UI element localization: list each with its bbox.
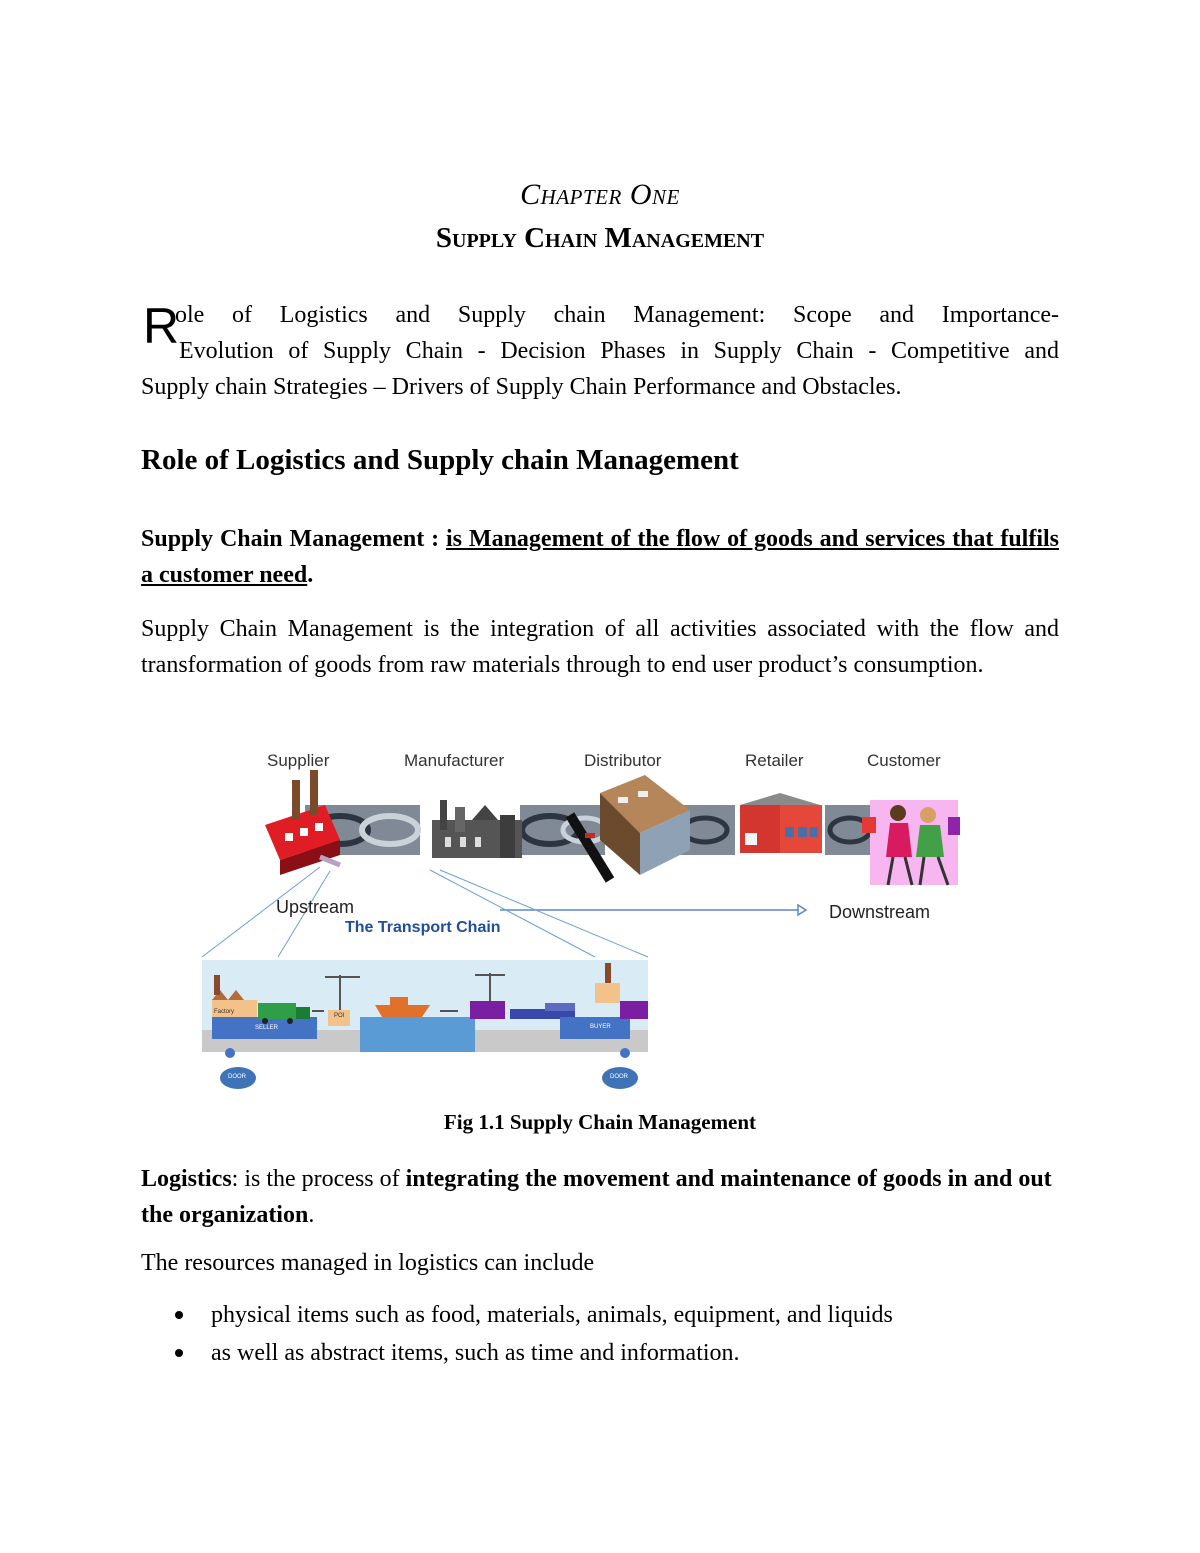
stage-label-distributor: Distributor bbox=[584, 751, 662, 770]
chapter-label: Chapter One bbox=[520, 178, 680, 211]
chapter-title: Supply Chain Management bbox=[435, 222, 765, 254]
list-item-text: as well as abstract items, such as time and information. bbox=[211, 1340, 740, 1366]
figure-caption: Fig 1.1 Supply Chain Management bbox=[443, 1110, 757, 1134]
logistics-end: . bbox=[308, 1202, 315, 1228]
door-label-left: DOOR bbox=[228, 1074, 246, 1080]
logistics-definition bbox=[141, 1161, 1059, 1233]
resources-intro: The resources managed in logistics can include bbox=[141, 1250, 595, 1276]
stage-label-retailer: Retailer bbox=[745, 751, 804, 770]
stage-label-manufacturer: Manufacturer bbox=[404, 751, 505, 770]
supplier-factory-icon bbox=[265, 770, 340, 875]
retailer-store-icon bbox=[740, 793, 822, 853]
logistics-bold-text: integrating the movement and maintenance of goods in and out the organization bbox=[141, 1166, 1052, 1228]
scm-definition-text: is Management of the flow of goods and services that fulfils a customer need bbox=[141, 526, 1060, 588]
manufacturer-plant-icon bbox=[432, 800, 522, 858]
list-item-text: physical items such as food, materials, animals, equipment, and liquids bbox=[211, 1302, 893, 1328]
supply-chain-diagram bbox=[200, 745, 980, 1105]
intro-line-2: Evolution of Supply Chain - Decision Phases in Supply Chain - Competitive and bbox=[179, 338, 1059, 364]
scm-definition-end: . bbox=[307, 562, 314, 588]
section-heading: Role of Logistics and Supply chain Management bbox=[141, 444, 739, 476]
scm-paragraph: Supply Chain Management is the integration of all activities associated with the flow and transformation of goods from raw materials through to end user product’s consumption. bbox=[141, 616, 1059, 678]
transport-chain-label: The Transport Chain bbox=[345, 919, 501, 936]
list-item bbox=[141, 1296, 893, 1334]
logistics-term: Logistics bbox=[141, 1166, 232, 1192]
scm-definition bbox=[141, 521, 1059, 593]
supply-chain-figure bbox=[200, 745, 980, 1105]
factory-label: Factory bbox=[214, 1009, 235, 1015]
buyer-label: BUYER bbox=[590, 1024, 611, 1030]
downstream-label: Downstream bbox=[829, 902, 931, 922]
stage-label-supplier: Supplier bbox=[267, 751, 330, 770]
poi-label: POI bbox=[334, 1013, 345, 1019]
scm-separator: : bbox=[424, 526, 447, 552]
list-item bbox=[141, 1334, 893, 1372]
bullet-icon bbox=[175, 1349, 183, 1357]
zoom-line-right-inner bbox=[430, 870, 595, 957]
upstream-label: Upstream bbox=[276, 897, 355, 917]
customer-shoppers-icon bbox=[862, 800, 960, 885]
scm-term: Supply Chain Management bbox=[141, 526, 425, 552]
resources-list bbox=[141, 1296, 893, 1372]
zoom-line-right-outer bbox=[440, 870, 648, 957]
logistics-lead: : is the process of bbox=[231, 1166, 406, 1192]
intro-line-3: Supply chain Strategies – Drivers of Supply Chain Performance and Obstacles. bbox=[141, 374, 902, 400]
chapter-intro bbox=[141, 297, 1059, 405]
arrowhead-icon bbox=[798, 905, 806, 915]
stage-label-customer: Customer bbox=[867, 751, 941, 770]
intro-line-1: ole of Logistics and Supply chain Management: Scope and Importance- bbox=[175, 302, 1059, 328]
door-label-right: DOOR bbox=[610, 1074, 628, 1080]
drop-cap-letter: R bbox=[143, 298, 180, 354]
bullet-icon bbox=[175, 1311, 183, 1319]
seller-label: SELLER bbox=[255, 1025, 279, 1031]
